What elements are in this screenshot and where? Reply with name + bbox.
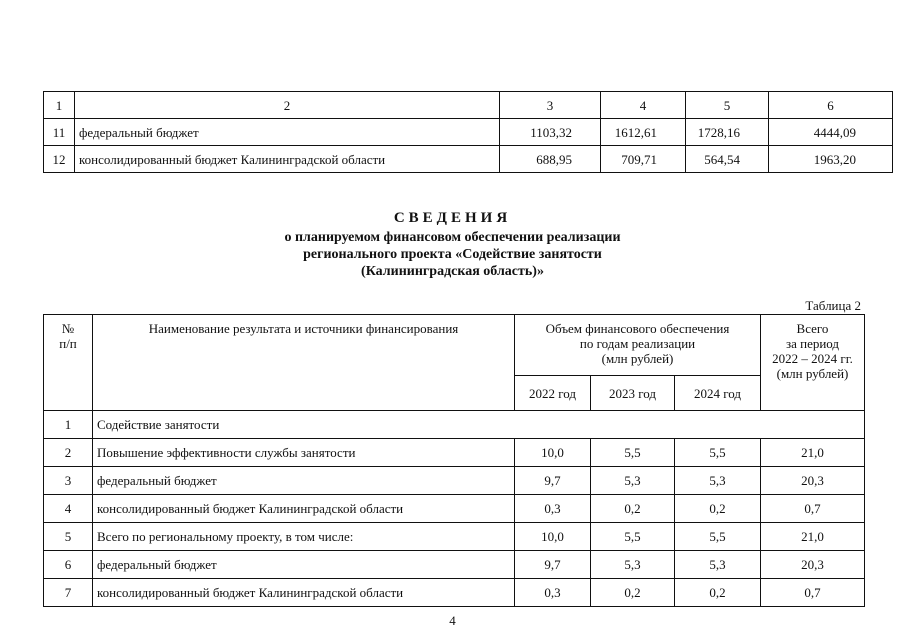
document-subtitle-line-1: о планируемом финансовом обеспечении реализации xyxy=(284,230,621,245)
header-cell: 3 xyxy=(500,92,601,119)
document-subtitle-line-3: (Калининградская область)» xyxy=(361,264,544,279)
table-header-row xyxy=(44,92,893,119)
row-value: 5,3 xyxy=(591,551,675,579)
row-value: 10,0 xyxy=(515,523,591,551)
row-value: 9,7 xyxy=(515,467,591,495)
row-value: 709,71 xyxy=(601,146,686,173)
row-name: Повышение эффективности службы занятости xyxy=(93,439,515,467)
section-name: Содействие занятости xyxy=(93,411,865,439)
row-number: 4 xyxy=(44,495,93,523)
row-number: 7 xyxy=(44,579,93,607)
row-name: федеральный бюджет xyxy=(93,467,515,495)
row-number: 12 xyxy=(44,146,75,173)
row-total: 1963,20 xyxy=(769,146,893,173)
row-value: 0,2 xyxy=(591,495,675,523)
row-name: федеральный бюджет xyxy=(75,119,500,146)
table-row xyxy=(44,439,865,467)
page-number: 4 xyxy=(449,613,456,628)
row-value: 5,5 xyxy=(675,523,761,551)
header-cell: 2 xyxy=(75,92,500,119)
row-value: 10,0 xyxy=(515,439,591,467)
row-value: 1612,61 xyxy=(601,119,686,146)
header-name: Наименование результата и источники финансирования xyxy=(93,315,515,411)
row-value: 0,2 xyxy=(591,579,675,607)
row-number: 11 xyxy=(44,119,75,146)
row-value: 564,54 xyxy=(686,146,769,173)
row-total: 4444,09 xyxy=(769,119,893,146)
table-row xyxy=(44,119,893,146)
row-total: 21,0 xyxy=(761,439,865,467)
row-value: 5,3 xyxy=(591,467,675,495)
row-value: 0,3 xyxy=(515,579,591,607)
row-value: 5,3 xyxy=(675,551,761,579)
header-cell: 1 xyxy=(44,92,75,119)
table-header-row xyxy=(44,315,865,376)
document-subtitle-line-2: регионального проекта «Содействие занятости xyxy=(303,247,602,262)
table-row xyxy=(44,495,865,523)
header-cell: 5 xyxy=(686,92,769,119)
row-value: 5,3 xyxy=(675,467,761,495)
row-name: Всего по региональному проекту, в том числе: xyxy=(93,523,515,551)
row-value: 1728,16 xyxy=(686,119,769,146)
table-label: Таблица 2 xyxy=(805,298,861,313)
row-number: 2 xyxy=(44,439,93,467)
section-row xyxy=(44,411,865,439)
header-cell: 4 xyxy=(601,92,686,119)
row-name: консолидированный бюджет Калининградской области xyxy=(75,146,500,173)
row-total: 20,3 xyxy=(761,551,865,579)
row-number: 3 xyxy=(44,467,93,495)
header-year: 2024 год xyxy=(675,376,761,411)
row-number: 1 xyxy=(44,411,93,439)
header-cell: 6 xyxy=(769,92,893,119)
row-number: 5 xyxy=(44,523,93,551)
row-value: 5,5 xyxy=(675,439,761,467)
row-name: консолидированный бюджет Калининградской области xyxy=(93,495,515,523)
row-name: консолидированный бюджет Калининградской области xyxy=(93,579,515,607)
row-name: федеральный бюджет xyxy=(93,551,515,579)
row-value: 9,7 xyxy=(515,551,591,579)
financing-table xyxy=(43,314,865,607)
table-row xyxy=(44,551,865,579)
document-title: СВЕДЕНИЯ xyxy=(393,210,512,226)
table-row xyxy=(44,467,865,495)
row-number: 6 xyxy=(44,551,93,579)
row-value: 688,95 xyxy=(500,146,601,173)
header-year: 2023 год xyxy=(591,376,675,411)
continuation-table xyxy=(43,91,893,173)
header-years-group: Объем финансового обеспечения по годам реализации (млн рублей) xyxy=(515,315,761,376)
row-value: 0,2 xyxy=(675,579,761,607)
row-total: 0,7 xyxy=(761,495,865,523)
table-row xyxy=(44,146,893,173)
header-number: № п/п xyxy=(44,315,93,411)
row-total: 0,7 xyxy=(761,579,865,607)
table-row xyxy=(44,523,865,551)
row-total: 21,0 xyxy=(761,523,865,551)
row-value: 5,5 xyxy=(591,439,675,467)
header-total: Всего за период 2022 – 2024 гг. (млн рублей) xyxy=(761,315,865,411)
table-row xyxy=(44,579,865,607)
header-year: 2022 год xyxy=(515,376,591,411)
row-total: 20,3 xyxy=(761,467,865,495)
row-value: 0,2 xyxy=(675,495,761,523)
row-value: 0,3 xyxy=(515,495,591,523)
row-value: 1103,32 xyxy=(500,119,601,146)
row-value: 5,5 xyxy=(591,523,675,551)
